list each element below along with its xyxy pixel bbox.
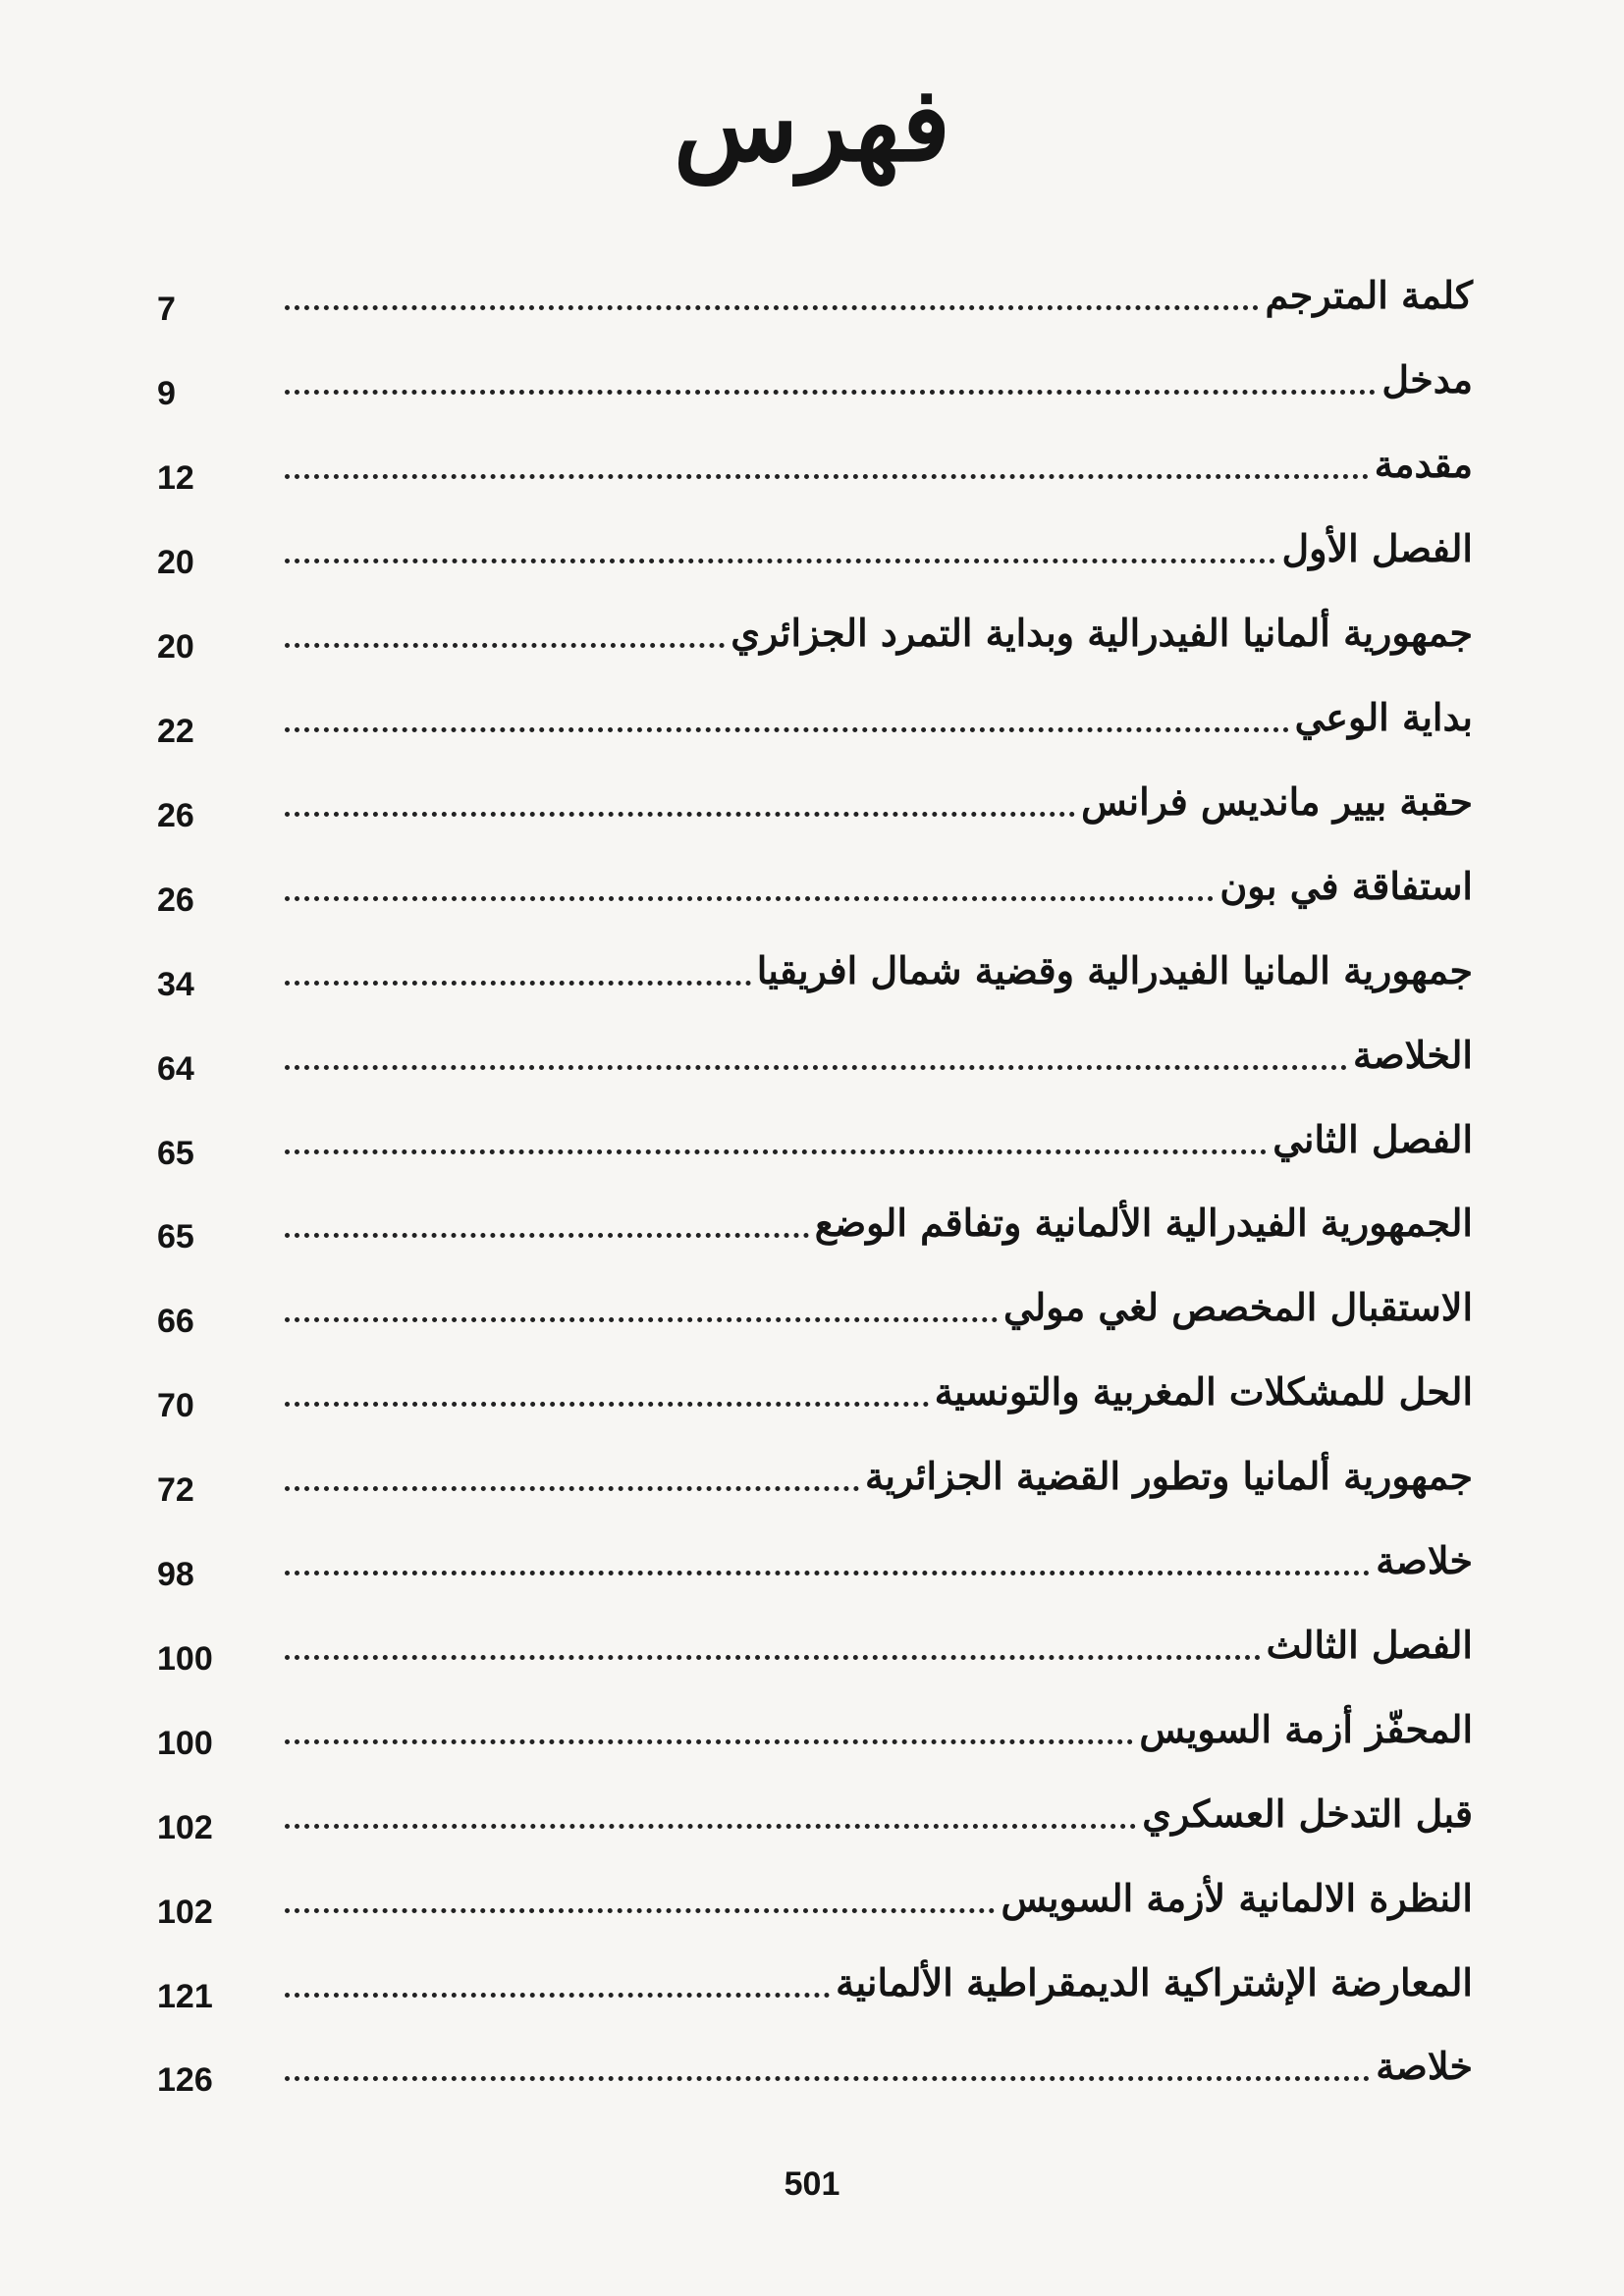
toc-dot-leader bbox=[285, 1824, 1136, 1829]
toc-entry-title: قبل التدخل العسكري bbox=[1142, 1790, 1473, 1836]
toc-dot-leader bbox=[285, 1655, 1261, 1660]
toc-entry-title: بداية الوعي bbox=[1294, 694, 1473, 739]
toc-dot-leader bbox=[285, 1993, 830, 1998]
toc-entry-page: 7 bbox=[157, 291, 176, 329]
toc-entry bbox=[157, 1771, 1473, 1855]
toc-entry-title: الفصل الثاني bbox=[1272, 1116, 1473, 1161]
toc-entry-title: الجمهورية الفيدرالية الألمانية وتفاقم الوضع bbox=[814, 1201, 1473, 1246]
toc-entry-title: النظرة الالمانية لأزمة السويس bbox=[1001, 1875, 1473, 1920]
toc-entry-title: خلاصة bbox=[1376, 1538, 1473, 1583]
toc-entry bbox=[157, 1686, 1473, 1771]
toc-entry bbox=[157, 843, 1473, 928]
toc-entry-title: المحفّز أزمة السويس bbox=[1139, 1706, 1473, 1751]
toc-entry bbox=[157, 1519, 1473, 1603]
toc-entry bbox=[157, 928, 1473, 1012]
toc-entry-title: استفاقة في بون bbox=[1219, 863, 1473, 908]
toc-entry bbox=[157, 1012, 1473, 1096]
toc-entry-page: 121 bbox=[157, 1977, 213, 2015]
toc-entry bbox=[157, 253, 1473, 338]
toc-entry-title: الاستقبال المخصص لغي مولي bbox=[1002, 1285, 1473, 1330]
toc-entry-page: 34 bbox=[157, 965, 194, 1003]
toc-dot-leader bbox=[285, 559, 1275, 563]
toc-entry-title: جمهورية ألمانيا وتطور القضية الجزائرية bbox=[864, 1454, 1473, 1499]
toc-entry-title: مدخل bbox=[1381, 357, 1473, 402]
toc-entry-title: خلاصة bbox=[1376, 2044, 1473, 2089]
toc-entry-title: كلمة المترجم bbox=[1265, 273, 1473, 318]
toc-entry-page: 64 bbox=[157, 1049, 194, 1088]
toc-entry bbox=[157, 1181, 1473, 1265]
toc-entry bbox=[157, 2024, 1473, 2109]
page-title: فهرس bbox=[674, 64, 950, 185]
toc-entry-page: 65 bbox=[157, 1134, 194, 1172]
toc-entry-page: 12 bbox=[157, 459, 194, 498]
toc-entry-title: مقدمة bbox=[1374, 442, 1473, 487]
toc-entry bbox=[157, 675, 1473, 760]
toc-dot-leader bbox=[285, 2076, 1370, 2081]
toc-dot-leader bbox=[285, 1149, 1267, 1154]
toc-dot-leader bbox=[285, 1402, 929, 1407]
toc-entry-page: 102 bbox=[157, 1893, 213, 1931]
toc-entry-title: الخلاصة bbox=[1353, 1032, 1473, 1077]
page-number: 501 bbox=[784, 2165, 840, 2203]
toc-dot-leader bbox=[285, 390, 1376, 395]
toc-entry bbox=[157, 591, 1473, 675]
toc-entry-page: 72 bbox=[157, 1471, 194, 1510]
toc-entry bbox=[157, 1603, 1473, 1687]
toc-dot-leader bbox=[285, 1571, 1370, 1575]
toc-entry bbox=[157, 1350, 1473, 1434]
toc-entry-page: 66 bbox=[157, 1303, 194, 1341]
toc-entry-page: 65 bbox=[157, 1218, 194, 1256]
toc-entry-page: 22 bbox=[157, 712, 194, 750]
toc-entry-page: 100 bbox=[157, 1639, 213, 1678]
toc-entry-page: 20 bbox=[157, 544, 194, 582]
toc-entry-page: 98 bbox=[157, 1556, 194, 1594]
toc-dot-leader bbox=[285, 981, 751, 986]
toc-dot-leader bbox=[285, 643, 725, 648]
toc-entry-title: حقبة بيير مانديس فرانس bbox=[1081, 778, 1473, 824]
toc-entry bbox=[157, 1855, 1473, 1940]
toc-entry-title: الفصل الأول bbox=[1281, 526, 1473, 571]
toc-entry-title: جمهورية المانيا الفيدرالية وقضية شمال افريقيا bbox=[756, 947, 1473, 992]
toc-dot-leader bbox=[285, 812, 1075, 817]
toc-entry bbox=[157, 1940, 1473, 2024]
toc-entry bbox=[157, 422, 1473, 507]
toc-entry-title: الفصل الثالث bbox=[1266, 1622, 1473, 1667]
toc-entry-page: 9 bbox=[157, 375, 176, 413]
toc-dot-leader bbox=[285, 1065, 1347, 1070]
toc-entry bbox=[157, 1096, 1473, 1181]
toc-dot-leader bbox=[285, 1486, 859, 1491]
table-of-contents bbox=[157, 253, 1473, 2109]
toc-entry-page: 102 bbox=[157, 1808, 213, 1846]
toc-entry-title: المعارضة الإشتراكية الديمقراطية الألمانية bbox=[836, 1959, 1473, 2004]
toc-entry-page: 126 bbox=[157, 2061, 213, 2100]
toc-dot-leader bbox=[285, 896, 1214, 901]
toc-entry-page: 26 bbox=[157, 796, 194, 834]
toc-entry bbox=[157, 507, 1473, 591]
toc-dot-leader bbox=[285, 305, 1259, 310]
toc-dot-leader bbox=[285, 1739, 1133, 1744]
toc-entry-title: جمهورية ألمانيا الفيدرالية وبداية التمرد الجزائري bbox=[731, 611, 1473, 656]
toc-entry-page: 70 bbox=[157, 1387, 194, 1425]
toc-entry bbox=[157, 759, 1473, 843]
toc-entry bbox=[157, 338, 1473, 422]
toc-entry bbox=[157, 1265, 1473, 1350]
toc-entry bbox=[157, 1434, 1473, 1519]
toc-dot-leader bbox=[285, 727, 1289, 732]
toc-entry-page: 20 bbox=[157, 628, 194, 667]
toc-entry-title: الحل للمشكلات المغربية والتونسية bbox=[934, 1369, 1473, 1415]
toc-entry-page: 26 bbox=[157, 881, 194, 919]
toc-dot-leader bbox=[285, 1317, 998, 1322]
toc-dot-leader bbox=[285, 1233, 809, 1238]
toc-dot-leader bbox=[285, 474, 1369, 479]
toc-entry-page: 100 bbox=[157, 1724, 213, 1762]
toc-dot-leader bbox=[285, 1908, 995, 1913]
